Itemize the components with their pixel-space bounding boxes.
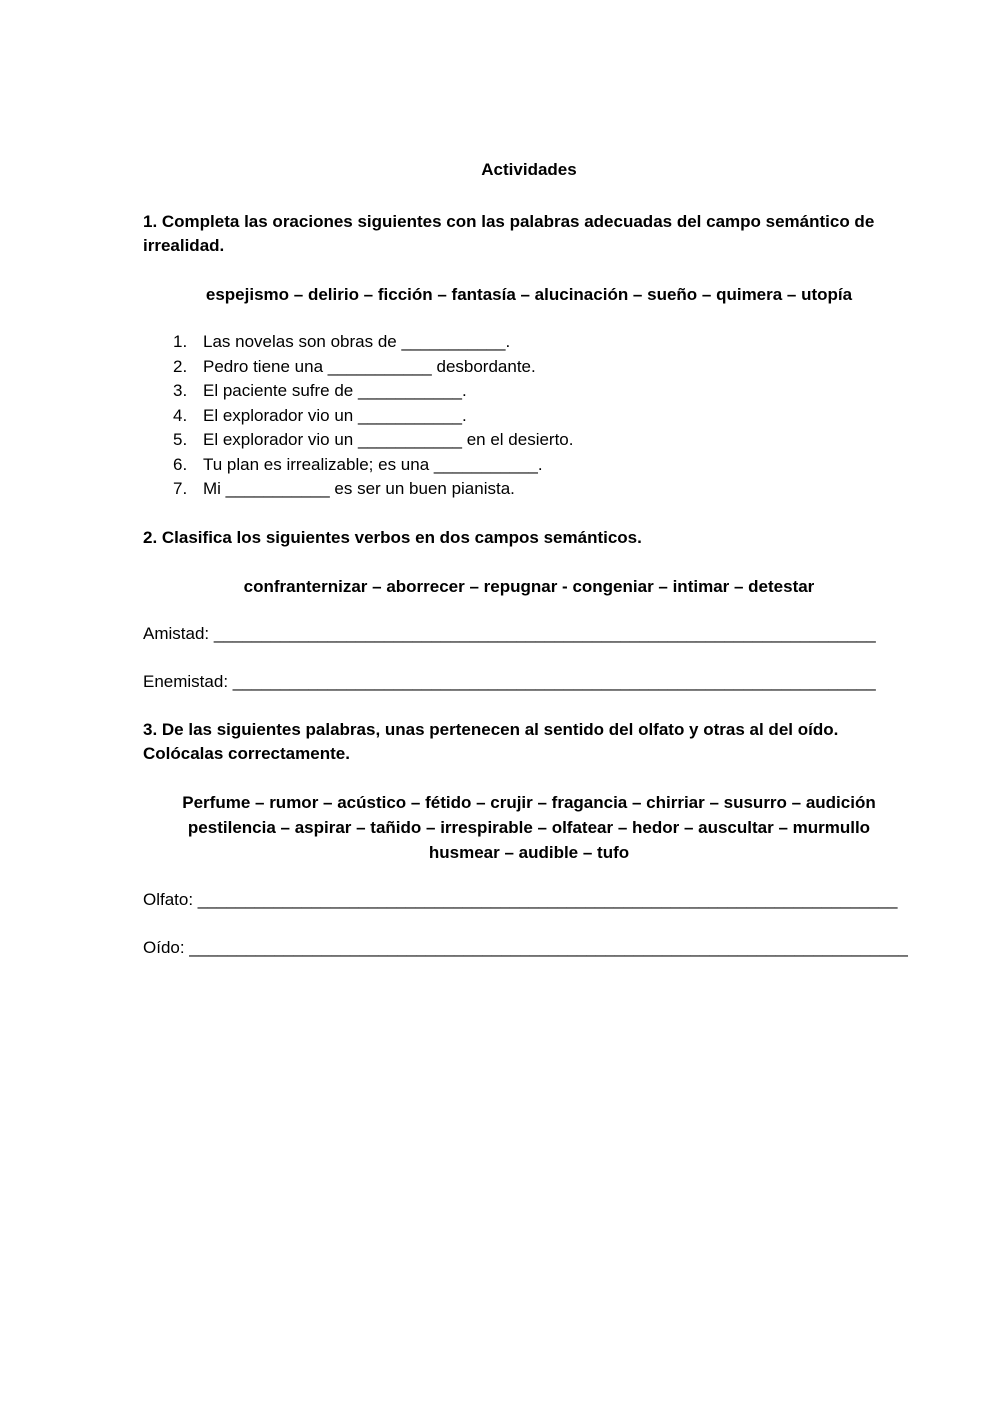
item-text: Las novelas son obras de ___________. <box>203 332 511 351</box>
question-2-wordbank: confranternizar – aborrecer – repugnar - congeniar – intimar – detestar <box>243 577 815 596</box>
item-number: 5. <box>173 430 188 449</box>
item-number: 2. <box>173 356 188 376</box>
item-number: 1. <box>173 332 188 351</box>
item-number: 6. <box>173 454 188 474</box>
list-item <box>143 453 574 478</box>
list-item <box>143 330 574 355</box>
item-text: Tu plan es irrealizable; es una ___________. <box>203 454 543 474</box>
question-1-wordbank: espejismo – delirio – ficción – fantasía – alucinación – sueño – quimera – utopía <box>205 285 853 304</box>
item-text: Mi ___________ es ser un buen pianista. <box>203 479 515 498</box>
list-item <box>143 379 574 404</box>
oido-answer-line: Oído: ____________________________________________________________________________ <box>143 938 908 957</box>
question-3-wordbank <box>143 790 915 865</box>
page-title: Actividades <box>481 160 577 179</box>
list-item <box>143 428 574 453</box>
question-3-wordbank-line-3: husmear – audible – tufo <box>428 843 630 862</box>
item-text: El explorador vio un ___________ en el desierto. <box>203 430 574 449</box>
item-number: 3. <box>173 381 188 400</box>
question-3-prompt-line-1: 3. De las siguientes palabras, unas pertenecen al sentido del olfato y otras al del oído. <box>143 720 839 739</box>
question-3-prompt <box>143 718 903 766</box>
item-text: El paciente sufre de ___________. <box>203 381 467 400</box>
list-item <box>143 404 574 429</box>
item-number: 7. <box>173 479 188 498</box>
question-3-prompt-line-2: Colócalas correctamente. <box>143 744 350 763</box>
question-1-prompt: 1. Completa las oraciones siguientes con las palabras adecuadas del campo semántico de irrealidad. <box>143 212 875 255</box>
enemistad-answer-line: Enemistad: ____________________________________________________________________ <box>143 672 876 691</box>
list-item <box>143 355 574 380</box>
question-2-prompt: 2. Clasifica los siguientes verbos en dos campos semánticos. <box>143 528 642 547</box>
list-item <box>143 477 574 502</box>
item-number: 4. <box>173 405 188 425</box>
question-3-wordbank-line-2: pestilencia – aspirar – tañido – irrespirable – olfatear – hedor – auscultar – murmullo <box>187 818 871 837</box>
question-1-list <box>143 330 574 502</box>
question-3-wordbank-line-1: Perfume – rumor – acústico – fétido – crujir – fragancia – chirriar – susurro – audición <box>182 793 876 812</box>
amistad-answer-line: Amistad: ______________________________________________________________________ <box>143 624 876 643</box>
olfato-answer-line: Olfato: __________________________________________________________________________ <box>143 890 898 909</box>
item-text: El explorador vio un ___________. <box>203 405 467 425</box>
item-text: Pedro tiene una ___________ desbordante. <box>203 356 536 376</box>
